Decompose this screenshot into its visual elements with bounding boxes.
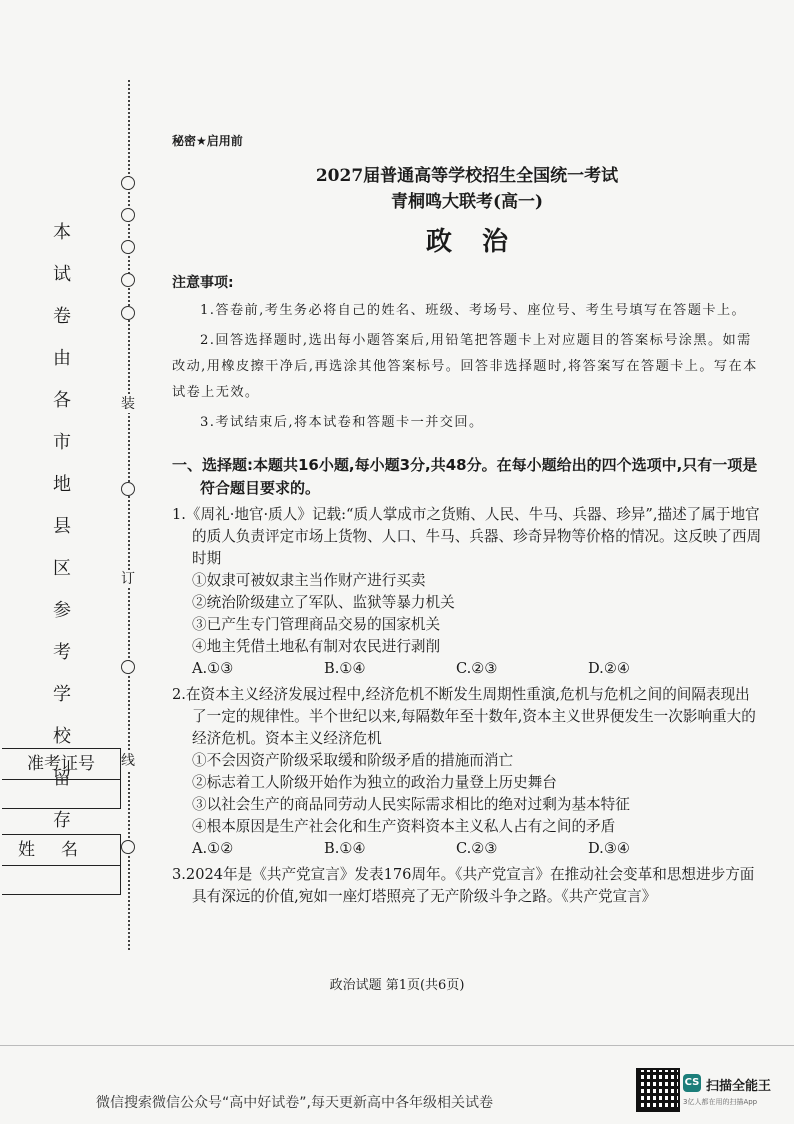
question-2 bbox=[172, 684, 762, 860]
notice-char: 学 bbox=[53, 684, 71, 705]
notice-char: 考 bbox=[53, 642, 71, 663]
statement-option: ①奴隶可被奴隶主当作财产进行买卖 bbox=[192, 572, 426, 589]
question-stem: 1.《周礼·地官·质人》记载:“质人掌成市之货贿、人民、牛马、兵器、珍异”,描述了属于地官的质人负责评定市场上货物、人口、牛马、兵器、珍奇异物等价格的情况。这反映了西周时期 bbox=[172, 506, 762, 567]
answer-choices bbox=[172, 658, 762, 680]
notice-item: 1.答卷前,考生务必将自己的姓名、班级、考场号、座位号、考生号填写在答题卡上。 bbox=[200, 303, 747, 318]
notice-char: 留 bbox=[53, 768, 71, 789]
subject-title: 政治 bbox=[425, 227, 538, 257]
question-1 bbox=[172, 504, 762, 680]
secret-mark: 秘密★启用前 bbox=[172, 134, 243, 148]
answer-choices bbox=[172, 838, 762, 860]
exam-subtitle: 青桐鸣大联考(高一) bbox=[390, 192, 544, 212]
statement-option: ③以社会生产的商品同劳动人民实际需求相比的绝对过剩为基本特征 bbox=[192, 796, 630, 813]
choice-d[interactable]: D.②④ bbox=[588, 660, 630, 677]
notice-char: 县 bbox=[53, 516, 71, 537]
question-3 bbox=[172, 864, 762, 908]
exam-id-label: 准考证号 bbox=[2, 749, 120, 780]
choice-c[interactable]: C.②③ bbox=[456, 660, 498, 677]
page-number: 政治试题 第1页(共6页) bbox=[329, 978, 465, 993]
name-label: 姓名 bbox=[2, 835, 120, 866]
statement-option: ④地主凭借土地私有制对农民进行剥削 bbox=[192, 638, 441, 655]
statement-option: ③已产生专门管理商品交易的国家机关 bbox=[192, 616, 441, 633]
notice-char: 本 bbox=[53, 222, 71, 243]
notice-char: 参 bbox=[53, 600, 71, 621]
binding-char-ding: 订 bbox=[121, 571, 135, 587]
exam-content bbox=[172, 132, 762, 908]
binding-hole bbox=[121, 240, 135, 254]
binding-hole bbox=[121, 482, 135, 496]
question-stem: 3.2024年是《共产党宣言》发表176周年。《共产党宣言》在推动社会变革和思想进步方面具有深远的价值,宛如一座灯塔照亮了无产阶级斗争之路。《共产党宣言》 bbox=[172, 866, 755, 905]
notice-char: 卷 bbox=[53, 306, 71, 327]
question-stem: 2.在资本主义经济发展过程中,经济危机不断发生周期性重演,危机与危机之间的间隔表现出了一定的规律性。半个世纪以来,每隔数年至十数年,资本主义世界便发生一次影响重大的经济危机。资本主义经济危机 bbox=[172, 686, 756, 747]
statement-option: ①不会因资产阶级采取缓和阶级矛盾的措施而消亡 bbox=[192, 752, 514, 769]
notice-char: 由 bbox=[53, 348, 71, 369]
name-field[interactable] bbox=[2, 866, 120, 894]
notice-item: 3.考试结束后,将本试卷和答题卡一并交回。 bbox=[200, 415, 484, 430]
section-heading: 一、选择题:本题共16小题,每小题3分,共48分。在每小题给出的四个选项中,只有一项是符合题目要求的。 bbox=[172, 456, 758, 497]
notice-char: 存 bbox=[53, 810, 71, 831]
choice-d[interactable]: D.③④ bbox=[588, 840, 630, 857]
binding-hole bbox=[121, 840, 135, 854]
divider bbox=[0, 1045, 794, 1046]
choice-a[interactable]: A.①③ bbox=[192, 660, 234, 677]
notice-char: 各 bbox=[53, 390, 71, 411]
choice-b[interactable]: B.①④ bbox=[324, 840, 366, 857]
exam-id-box[interactable] bbox=[2, 748, 121, 809]
statement-option: ④根本原因是生产社会化和生产资料资本主义私人占有之间的矛盾 bbox=[192, 818, 616, 835]
statement-option: ②统治阶级建立了军队、监狱等暴力机关 bbox=[192, 594, 455, 611]
binding-hole bbox=[121, 208, 135, 222]
binding-hole bbox=[121, 660, 135, 674]
scanner-app-slogan: 3亿人都在用的扫描App bbox=[683, 1098, 758, 1106]
name-box[interactable] bbox=[2, 834, 121, 895]
notice-char: 市 bbox=[53, 432, 71, 453]
notice-item: 2.回答选择题时,选出每小题答案后,用铅笔把答题卡上对应题目的答案标号涂黑。如需改动,用橡皮擦干净后,再选涂其他答案标号。回答非选择题时,将答案写在答题卡上。写在本试卷上无效。 bbox=[172, 333, 758, 400]
wechat-note: 微信搜索微信公众号“高中好试卷”,每天更新高中各年级相关试卷 bbox=[96, 1095, 493, 1111]
notice-char: 试 bbox=[53, 264, 71, 285]
scanner-app-name: 扫描全能王 bbox=[706, 1079, 772, 1094]
choice-b[interactable]: B.①④ bbox=[324, 660, 366, 677]
exam-id-field[interactable] bbox=[2, 780, 120, 808]
binding-char-xian: 线 bbox=[121, 753, 135, 769]
statement-option: ②标志着工人阶级开始作为独立的政治力量登上历史舞台 bbox=[192, 774, 557, 791]
notice-char: 地 bbox=[53, 474, 71, 495]
exam-title: 2027届普通高等学校招生全国统一考试 bbox=[315, 166, 619, 186]
notice-title: 注意事项: bbox=[172, 275, 234, 291]
notice-char: 校 bbox=[53, 726, 71, 747]
choice-c[interactable]: C.②③ bbox=[456, 840, 498, 857]
choice-a[interactable]: A.①② bbox=[192, 840, 234, 857]
camscanner-logo-icon: CS bbox=[683, 1074, 701, 1092]
notice-char: 区 bbox=[53, 558, 71, 579]
qr-code-icon[interactable] bbox=[636, 1068, 680, 1112]
binding-hole bbox=[121, 273, 135, 287]
binding-char-zhuang: 装 bbox=[121, 396, 135, 412]
binding-hole bbox=[121, 306, 135, 320]
binding-hole bbox=[121, 176, 135, 190]
